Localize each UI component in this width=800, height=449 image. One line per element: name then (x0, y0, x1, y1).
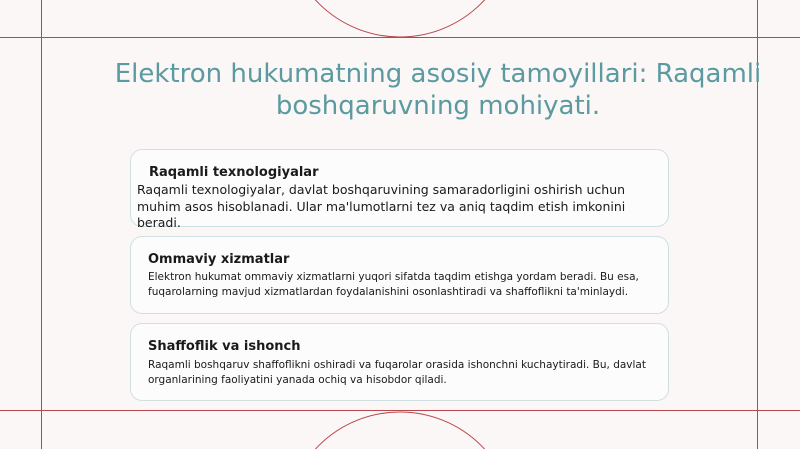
slide-title: Elektron hukumatning asosiy tamoyillari: Raqamli boshqaruvning mohiyati. (114, 59, 762, 121)
card-text: Raqamli texnologiyalar, davlat boshqaruvining samaradorligini oshirish uchun muhim asos hisoblanadi. Ular ma'lumotlarni tez va aniq taqdim etish imkonini beradi. (137, 182, 626, 230)
card-heading: Raqamli texnologiyalar (149, 165, 319, 180)
card-public-services (130, 236, 669, 314)
card-text: Elektron hukumat ommaviy xizmatlarni yuqori sifatda taqdim etishga yordam beradi. Bu esa, fuqarolarning mavjud xizmatlardan foydalanishini osonlashtiradi va shaffoflikni ta'minlaydi. (148, 271, 639, 298)
card-text: Raqamli boshqaruv shaffoflikni oshiradi va fuqarolar orasida ishonchni kuchaytiradi. Bu, davlat organlarining faoliyatini yanada ochiq va hisobdor qiladi. (148, 359, 646, 386)
card-digital-technologies (130, 149, 669, 230)
card-heading: Ommaviy xizmatlar (148, 252, 290, 267)
bottom-circle-arc (285, 412, 515, 449)
card-heading: Shaffoflik va ishonch (148, 339, 301, 354)
top-circle-arc (285, 0, 515, 37)
card-transparency-trust (130, 323, 669, 401)
